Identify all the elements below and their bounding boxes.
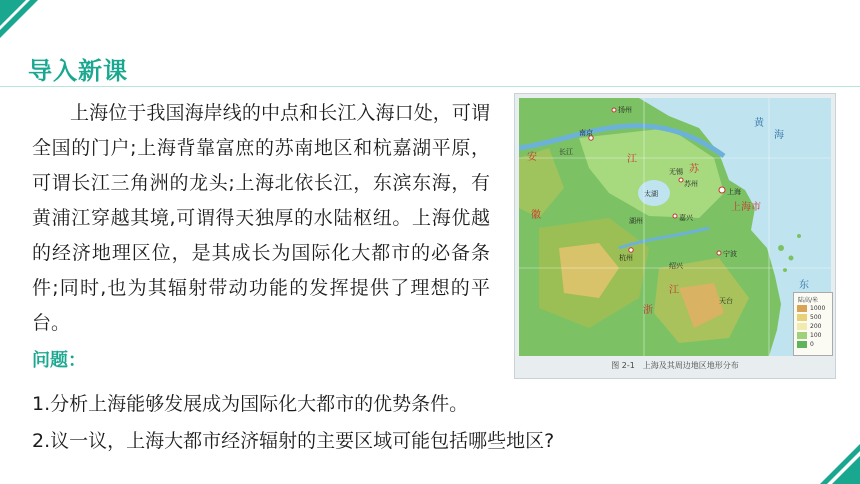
legend-label-1000: 1000 (810, 305, 826, 312)
legend-swatch-500 (797, 314, 807, 321)
map-label-zhejiang-2: 江 (669, 285, 679, 296)
legend-label-0: 0 (810, 341, 814, 348)
map-label-yangzhou: 扬州 (618, 106, 632, 114)
terrain-map-image (519, 98, 831, 356)
map-label-hangzhou: 杭州 (619, 254, 633, 262)
legend-swatch-200 (797, 323, 807, 330)
map-label-east-sea: 东 (799, 280, 809, 291)
map-label-jiangsu-1: 江 (627, 154, 637, 165)
legend-swatch-1000 (797, 305, 807, 312)
corner-decoration-bottom-right (800, 444, 860, 484)
legend-title: 陆高/米 (798, 297, 819, 304)
map-label-jiaxing: 嘉兴 (679, 214, 693, 222)
map-legend (793, 292, 833, 356)
map-label-ningbo: 宁波 (723, 250, 737, 258)
slide-title: 导入新课 (28, 57, 128, 85)
legend-label-100: 100 (810, 332, 822, 339)
map-label-jiangsu-2: 苏 (689, 164, 699, 175)
map-label-shanghai: 上海市 (731, 202, 761, 213)
map-label-changjiang: 长江 (559, 148, 573, 156)
map-caption: 图 2-1 上海及其周边地区地形分布 (611, 361, 739, 370)
map-label-anhui-1: 安 (527, 152, 537, 163)
map-label-tiantai: 天台 (719, 297, 733, 305)
map-label-shanghai-city: 上海 (727, 188, 741, 196)
map-label-huzhou: 湖州 (629, 217, 643, 225)
legend-swatch-0 (797, 341, 807, 348)
intro-paragraph: 上海位于我国海岸线的中点和长江入海口处，可谓全国的门户;上海背靠富庶的苏南地区和杭嘉湖平原，可谓长江三角洲的龙头;上海北依长江，东滨东海，有黄浦江穿越其境,可谓得天独厚的水陆枢纽。上海优越的经济地理区位，是其成长为国际化大都市的必备条件;同时,也为其辐射带动功能的发挥提供了理想的平台。 (32, 102, 490, 334)
shanghai-terrain-map (514, 93, 836, 379)
map-label-zhejiang-1: 浙 (643, 305, 653, 316)
map-label-suzhou: 苏州 (684, 180, 698, 188)
map-label-yellow-sea-2: 海 (774, 130, 784, 141)
map-label-yellow-sea-1: 黄 (754, 118, 764, 129)
legend-swatch-100 (797, 332, 807, 339)
corner-decoration-top-left (0, 0, 40, 40)
map-label-nanjing: 南京 (579, 129, 593, 137)
legend-label-500: 500 (810, 314, 822, 321)
map-label-shaoxing: 绍兴 (669, 262, 683, 270)
question-heading: 问题： (32, 350, 86, 371)
title-divider (0, 86, 860, 87)
question-1: 1.分析上海能够发展成为国际化大都市的优势条件。 (32, 393, 469, 415)
legend-label-200: 200 (810, 323, 822, 330)
map-label-wuxi: 无锡 (669, 168, 683, 176)
map-label-anhui-2: 徽 (531, 210, 541, 221)
map-label-taihu: 太湖 (644, 190, 658, 198)
question-2: 2.议一议，上海大都市经济辐射的主要区域可能包括哪些地区? (32, 430, 555, 452)
